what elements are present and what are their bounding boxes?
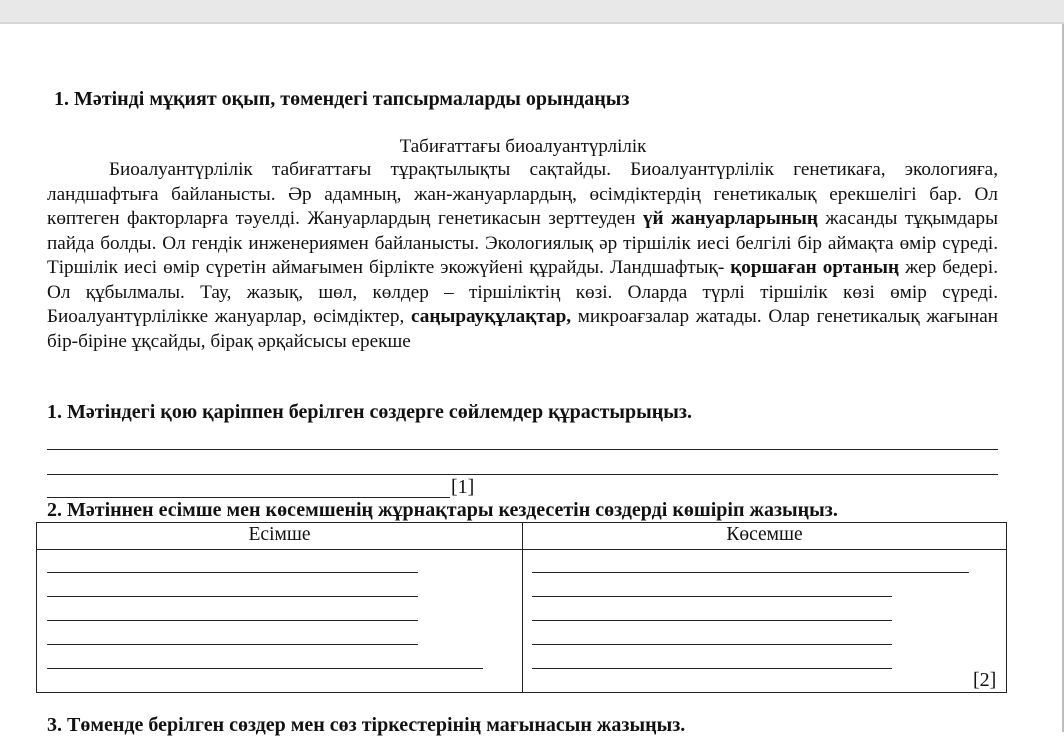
para-seg-4: жер бедері. Ол құбылмалы. Тау, жазық, шөл, көлдер – тіршіліктің көзі. Оларда түрлі тіршілік көзі өмір сүреді. Биоалуантүрлілікке жануарлар, өсімдіктер, (47, 257, 998, 327)
table-answer-line[interactable] (532, 668, 892, 669)
bold-term-3: саңырауқұлақтар, (411, 306, 572, 327)
question-1-marks: [1] (451, 476, 475, 498)
para-seg-2: жасанды тұқымдары пайда болды. Ол гендік инженериямен байланысты. Экологиялық әр тіршілік иесі белгілі бір аймақта өмір сүреді. Тіршілік иесі өмір сүретін аймағымен бірлікте экожүйені құрайды. Ландшафтық- (47, 208, 998, 278)
answer-table (36, 522, 1007, 693)
table-answer-line[interactable] (47, 620, 418, 621)
answer-line[interactable] (47, 474, 998, 475)
question-2: 2. Мәтіннен есімше мен көсемшенің жұрнақтары кездесетін сөздерді көшіріп жазыңыз. (47, 499, 838, 521)
table-answer-line[interactable] (47, 668, 483, 669)
answer-line[interactable] (47, 449, 998, 450)
table-answer-line[interactable] (47, 596, 418, 597)
text-title: Табиғаттағы биоалуантүрлілік (399, 136, 647, 157)
page-top-border (0, 22, 1064, 24)
bold-term-2: қоршаған ортаның (730, 257, 900, 278)
question-1: 1. Мәтіндегі қою қаріппен берілген сөздерге сөйлемдер құрастырыңыз. (47, 401, 692, 423)
table-answer-line[interactable] (532, 572, 969, 573)
question-2-marks: [2] (973, 669, 997, 691)
para-seg-0: Биоалуантүрлілік табиғаттағы тұрақтылықты сақтайды. Биоалуантүрлілік генетикаға, экологияға, ландшафтыға байланысты. Әр адамның, жан-жануарлардың, өсімдіктердің генетикалық ерекшелігі бар. Ол көптеген факторларға тәуелді. Жануарлардың генетикасын зерттеуден (47, 159, 998, 229)
bold-term-1: үй жануарларының (642, 208, 818, 229)
viewer-top-bar (0, 0, 1064, 23)
question-3: 3. Төменде берілген сөздер мен сөз тіркестерінің мағынасын жазыңыз. (47, 714, 686, 736)
table-answer-line[interactable] (532, 620, 892, 621)
table-answer-line[interactable] (47, 572, 418, 573)
answer-line[interactable] (47, 497, 450, 498)
column-header-esimshe: Есімше (248, 524, 311, 545)
para-seg-6: микроағзалар жатады. Олар генетикалық жағынан бір-біріне ұқсайды, бірақ әрқайсысы ерекше (47, 306, 998, 352)
column-header-kosemshe: Көсемше (726, 524, 803, 545)
table-answer-line[interactable] (532, 644, 892, 645)
table-answer-line[interactable] (532, 596, 892, 597)
reading-paragraph (47, 158, 998, 354)
task-heading: 1. Мәтінді мұқият оқып, төмендегі тапсырмаларды орындаңыз (54, 88, 630, 110)
table-answer-line[interactable] (47, 644, 418, 645)
table-header-divider (37, 549, 1006, 550)
